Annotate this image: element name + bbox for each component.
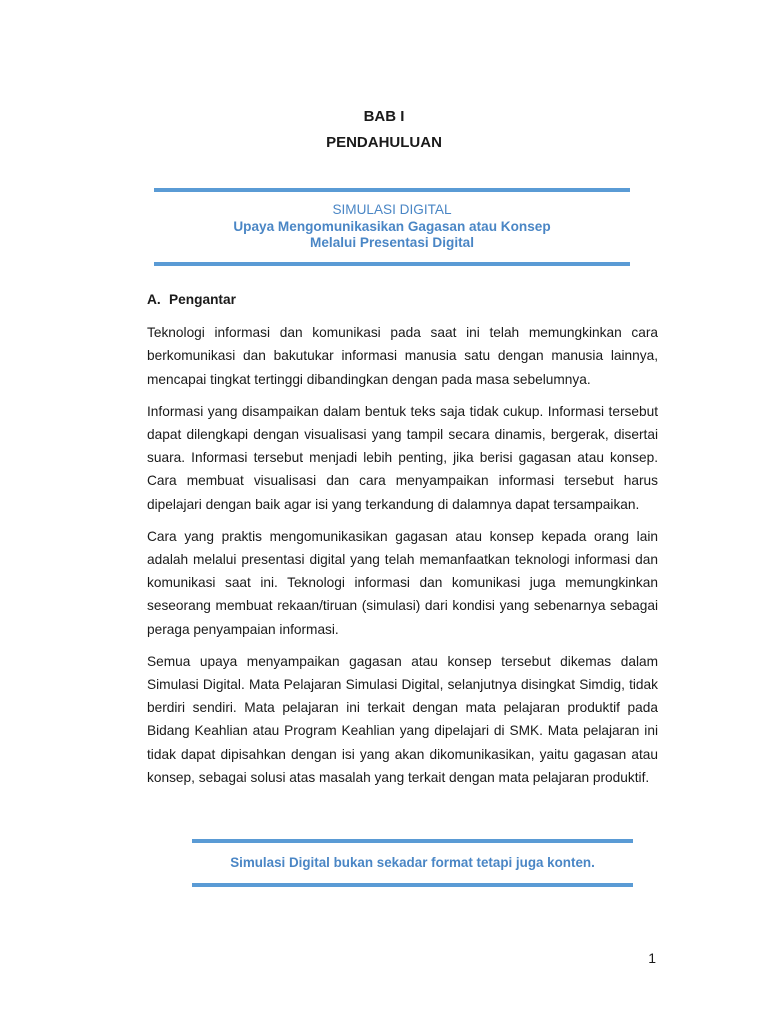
section-heading — [147, 288, 658, 311]
paragraph-1: Teknologi informasi dan komunikasi pada saat ini telah memungkinkan cara berkomunikasi dan bakutukar informasi manusia satu dengan manusia lainnya, mencapai tingkat tertinggi dibandingkan dengan pada masa sebelumnya. — [147, 325, 658, 387]
topic-banner — [154, 188, 630, 266]
banner-subtitle-line-2: Melalui Presentasi Digital — [310, 235, 474, 250]
banner-title: SIMULASI DIGITAL — [332, 202, 452, 217]
paragraph-2: Informasi yang disampaikan dalam bentuk teks saja tidak cukup. Informasi tersebut dapat dilengkapi dengan visualisasi yang tampil secara dinamis, bergerak, disertai suara. Informasi tersebut menjadi lebih penting, jika berisi gagasan atau konsep. Cara membuat visualisasi dan cara menyampaikan informasi tersebut harus dipelajari dengan baik agar isi yang terkandung di dalamnya dapat tersampaikan. — [147, 403, 658, 512]
page-number: 1 — [648, 950, 656, 966]
chapter-heading — [0, 104, 768, 156]
section-title: Pengantar — [169, 292, 236, 307]
banner-subtitle-line-1: Upaya Mengomunikasikan Gagasan atau Konsep — [233, 218, 551, 234]
paragraph-4: Semua upaya menyampaikan gagasan atau konsep tersebut dikemas dalam Simulasi Digital. Mata Pelajaran Simulasi Digital, selanjutnya disingkat Simdig, tidak berdiri sendiri. Mata pelajaran ini terkait dengan mata pelajaran produktif pada Bidang Keahlian atau Program Keahlian yang dipelajari di SMK. Mata pelajaran ini tidak dapat dipisahkan dengan isi yang akan dikomunikasikan, yaitu gagasan atau konsep, sebagai solusi atas masalah yang terkait dengan mata pelajaran produktif. — [147, 653, 658, 785]
highlight-quote: Simulasi Digital bukan sekadar format tetapi juga konten. — [192, 839, 633, 887]
paragraph-3: Cara yang praktis mengomunikasikan gagasan atau konsep kepada orang lain adalah melalui presentasi digital yang telah memanfaatkan teknologi informasi dan komunikasi saat ini. Teknologi informasi dan komunikasi juga memungkinkan seseorang membuat rekaan/tiruan (simulasi) dari kondisi yang sebenarnya sebagai peraga penyampaian informasi. — [147, 528, 658, 637]
section-letter: A. — [147, 292, 161, 307]
main-content — [147, 288, 658, 798]
chapter-number: BAB I — [363, 108, 405, 125]
chapter-title: PENDAHULUAN — [326, 134, 442, 151]
